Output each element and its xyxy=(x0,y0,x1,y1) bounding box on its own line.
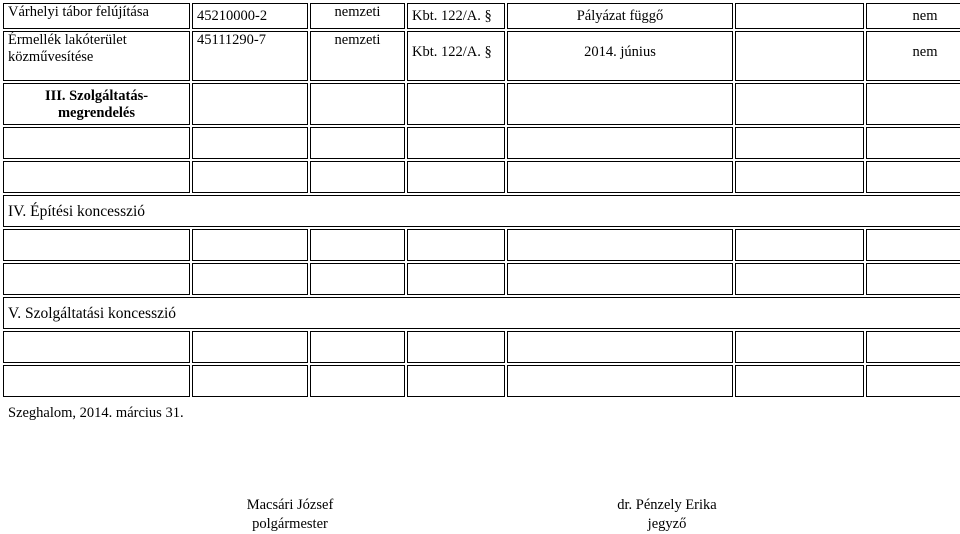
cell-empty xyxy=(507,229,733,261)
cell-procedure: Kbt. 122/A. § xyxy=(407,3,505,29)
cell-empty xyxy=(310,229,405,261)
cell-empty xyxy=(735,31,864,81)
procurement-table xyxy=(1,1,960,399)
cell-empty xyxy=(3,229,190,261)
cell-type: nemzeti xyxy=(310,3,405,29)
place-date: Szeghalom, 2014. március 31. xyxy=(8,405,184,421)
signature-left xyxy=(215,496,365,534)
cell-empty xyxy=(310,263,405,295)
cell-cpv: 45210000-2 xyxy=(192,3,308,29)
signatory-name: dr. Pénzely Erika xyxy=(617,497,717,513)
cell-timing: Pályázat függő xyxy=(507,3,733,29)
cell-empty xyxy=(407,331,505,363)
cell-empty xyxy=(866,127,960,159)
cell-empty xyxy=(310,331,405,363)
cell-empty xyxy=(507,365,733,397)
table-row xyxy=(3,31,960,81)
table-row xyxy=(3,195,960,227)
section-heading-v: V. Szolgáltatási koncesszió xyxy=(3,297,960,329)
cell-empty xyxy=(407,263,505,295)
cell-empty xyxy=(866,263,960,295)
cell-empty xyxy=(407,365,505,397)
table-row xyxy=(3,365,960,397)
table-row xyxy=(3,127,960,159)
table-row xyxy=(3,229,960,261)
cell-empty xyxy=(407,83,505,125)
cell-procedure: Kbt. 122/A. § xyxy=(407,31,505,81)
section-heading-iv: IV. Építési koncesszió xyxy=(3,195,960,227)
cell-timing: 2014. június xyxy=(507,31,733,81)
cell-empty xyxy=(3,263,190,295)
table-row xyxy=(3,83,960,125)
cell-empty xyxy=(507,161,733,193)
cell-cpv: 45111290-7 xyxy=(192,31,308,81)
cell-empty xyxy=(735,365,864,397)
table-row xyxy=(3,331,960,363)
cell-empty xyxy=(192,161,308,193)
cell-empty xyxy=(407,127,505,159)
cell-empty xyxy=(3,365,190,397)
cell-empty xyxy=(735,229,864,261)
cell-empty xyxy=(310,161,405,193)
cell-empty xyxy=(3,331,190,363)
table-row xyxy=(3,3,960,29)
cell-empty xyxy=(507,331,733,363)
cell-empty xyxy=(3,161,190,193)
signatory-name: Macsári József xyxy=(246,497,334,513)
cell-empty xyxy=(866,229,960,261)
cell-empty xyxy=(507,263,733,295)
cell-empty xyxy=(407,161,505,193)
table-row xyxy=(3,297,960,329)
cell-empty xyxy=(735,263,864,295)
cell-empty xyxy=(407,229,505,261)
cell-empty xyxy=(866,83,960,125)
cell-subject: Várhelyi tábor felújítása xyxy=(3,3,190,29)
cell-empty xyxy=(310,127,405,159)
cell-empty xyxy=(507,83,733,125)
cell-empty xyxy=(866,161,960,193)
cell-empty xyxy=(735,127,864,159)
cell-type: nemzeti xyxy=(310,31,405,81)
cell-empty xyxy=(735,161,864,193)
cell-flag: nem xyxy=(866,31,960,81)
cell-flag: nem xyxy=(866,3,960,29)
signatory-title: polgármester xyxy=(252,516,328,532)
cell-empty xyxy=(735,83,864,125)
table-row xyxy=(3,263,960,295)
cell-empty xyxy=(192,263,308,295)
section-heading-iii: III. Szolgáltatás-megrendelés xyxy=(3,83,190,125)
cell-empty xyxy=(192,83,308,125)
signatory-title: jegyző xyxy=(647,516,687,532)
cell-empty xyxy=(866,365,960,397)
cell-empty xyxy=(3,127,190,159)
cell-empty xyxy=(310,365,405,397)
cell-empty xyxy=(310,83,405,125)
signature-right xyxy=(592,496,742,534)
cell-subject: Érmellék lakóterület közművesítése xyxy=(3,31,190,81)
cell-empty xyxy=(507,127,733,159)
cell-empty xyxy=(192,365,308,397)
cell-empty xyxy=(192,229,308,261)
cell-empty xyxy=(866,331,960,363)
cell-empty xyxy=(192,331,308,363)
cell-empty xyxy=(735,331,864,363)
cell-empty xyxy=(735,3,864,29)
cell-empty xyxy=(192,127,308,159)
table-row xyxy=(3,161,960,193)
